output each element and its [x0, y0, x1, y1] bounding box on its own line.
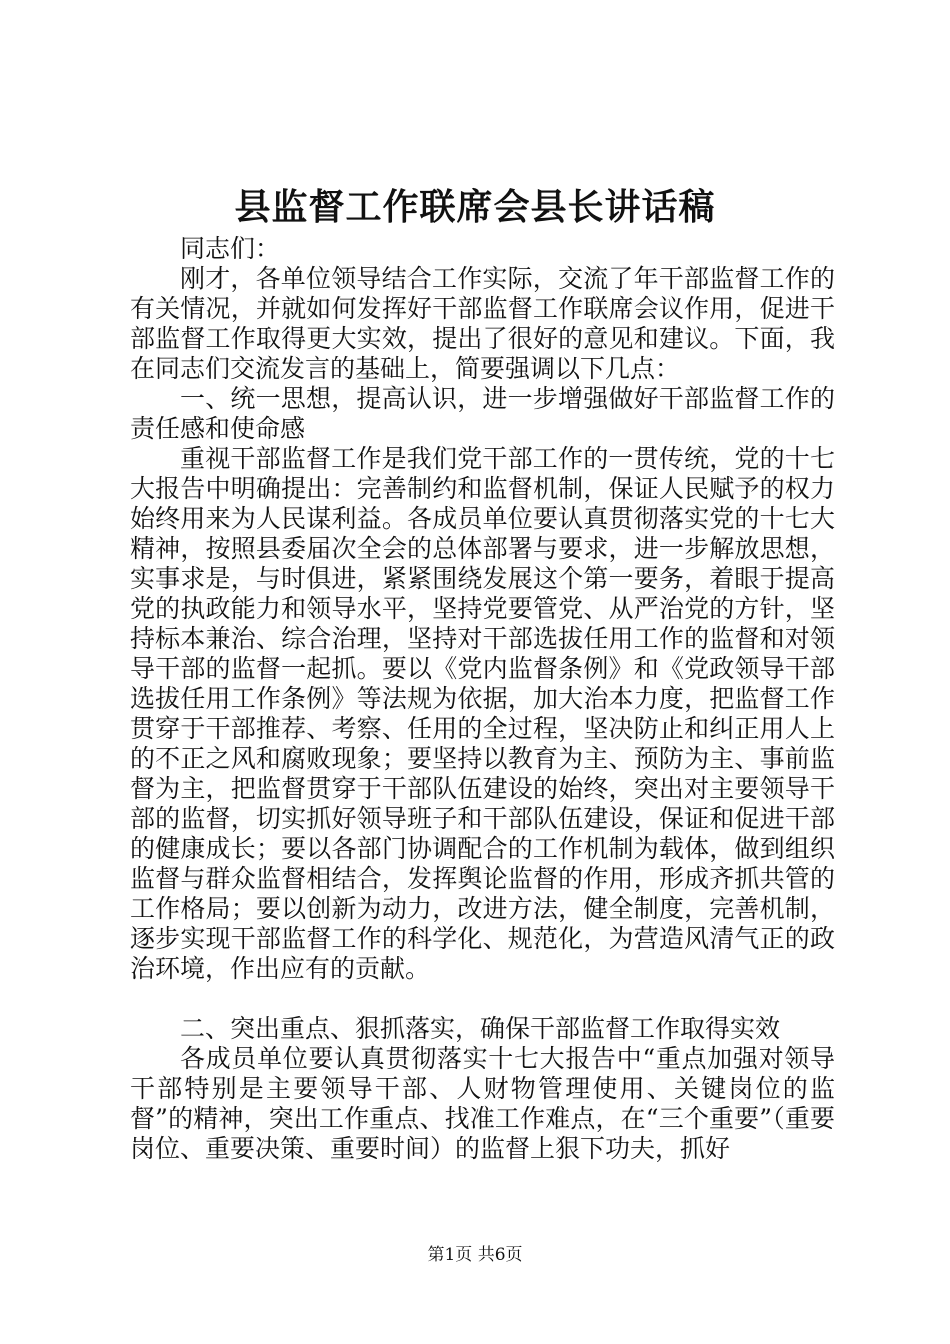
document-body — [130, 234, 835, 1164]
section-heading: 二、突出重点、狠抓落实，确保干部监督工作取得实效 — [180, 1014, 781, 1043]
section-heading: 一、统一思想，提高认识，进一步增强做好干部监督工作的责任感和使命感 — [130, 384, 835, 443]
body-paragraph: 刚才，各单位领导结合工作实际，交流了年干部监督工作的有关情况，并就如何发挥好干部监督工作联席会议作用，促进干部监督工作取得更大实效，提出了很好的意见和建议。下面，我在同志们交流发言的基础上，简要强调以下几点： — [130, 264, 835, 383]
document-title: 县监督工作联席会县长讲话稿 — [234, 186, 716, 228]
page-footer: 第1页 共6页 — [427, 1245, 523, 1265]
salutation: 同志们： — [180, 234, 281, 263]
body-paragraph: 重视干部监督工作是我们党干部工作的一贯传统，党的十七大报告中明确提出：完善制约和监督机制，保证人民赋予的权力始终用来为人民谋利益。各成员单位要认真贯彻落实党的十七大精神，按照县委届次全会的总体部署与要求，进一步解放思想，实事求是，与时俱进，紧紧围绕发展这个第一要务，着眼于提高党的执政能力和领导水平，坚持党要管党、从严治党的方针，坚持标本兼治、综合治理，坚持对干部选拔任用工作的监督和对领导干部的监督一起抓。要以《党内监督条例》和《党政领导干部选拔任用工作条例》等法规为依据，加大治本力度，把监督工作贯穿于干部推荐、考察、任用的全过程，坚决防止和纠正用人上的不正之风和腐败现象；要坚持以教育为主、预防为主、事前监督为主，把监督贯穿于干部队伍建设的始终，突出对主要领导干部的监督，切实抓好领导班子和干部队伍建设，保证和促进干部的健康成长；要以各部门协调配合的工作机制为载体，做到组织监督与群众监督相结合，发挥舆论监督的作用，形成齐抓共管的工作格局；要以创新为动力，改进方法，健全制度，完善机制，逐步实现干部监督工作的科学化、规范化，为营造风清气正的政治环境，作出应有的贡献。 — [130, 444, 835, 983]
body-paragraph: 各成员单位要认真贯彻落实十七大报告中“重点加强对领导干部特别是主要领导干部、人财物管理使用、关键岗位的监督”的精神，突出工作重点、找准工作难点，在“三个重要”（重要岗位、重要决策、重要时间）的监督上狠下功夫，抓好 — [130, 1044, 835, 1163]
